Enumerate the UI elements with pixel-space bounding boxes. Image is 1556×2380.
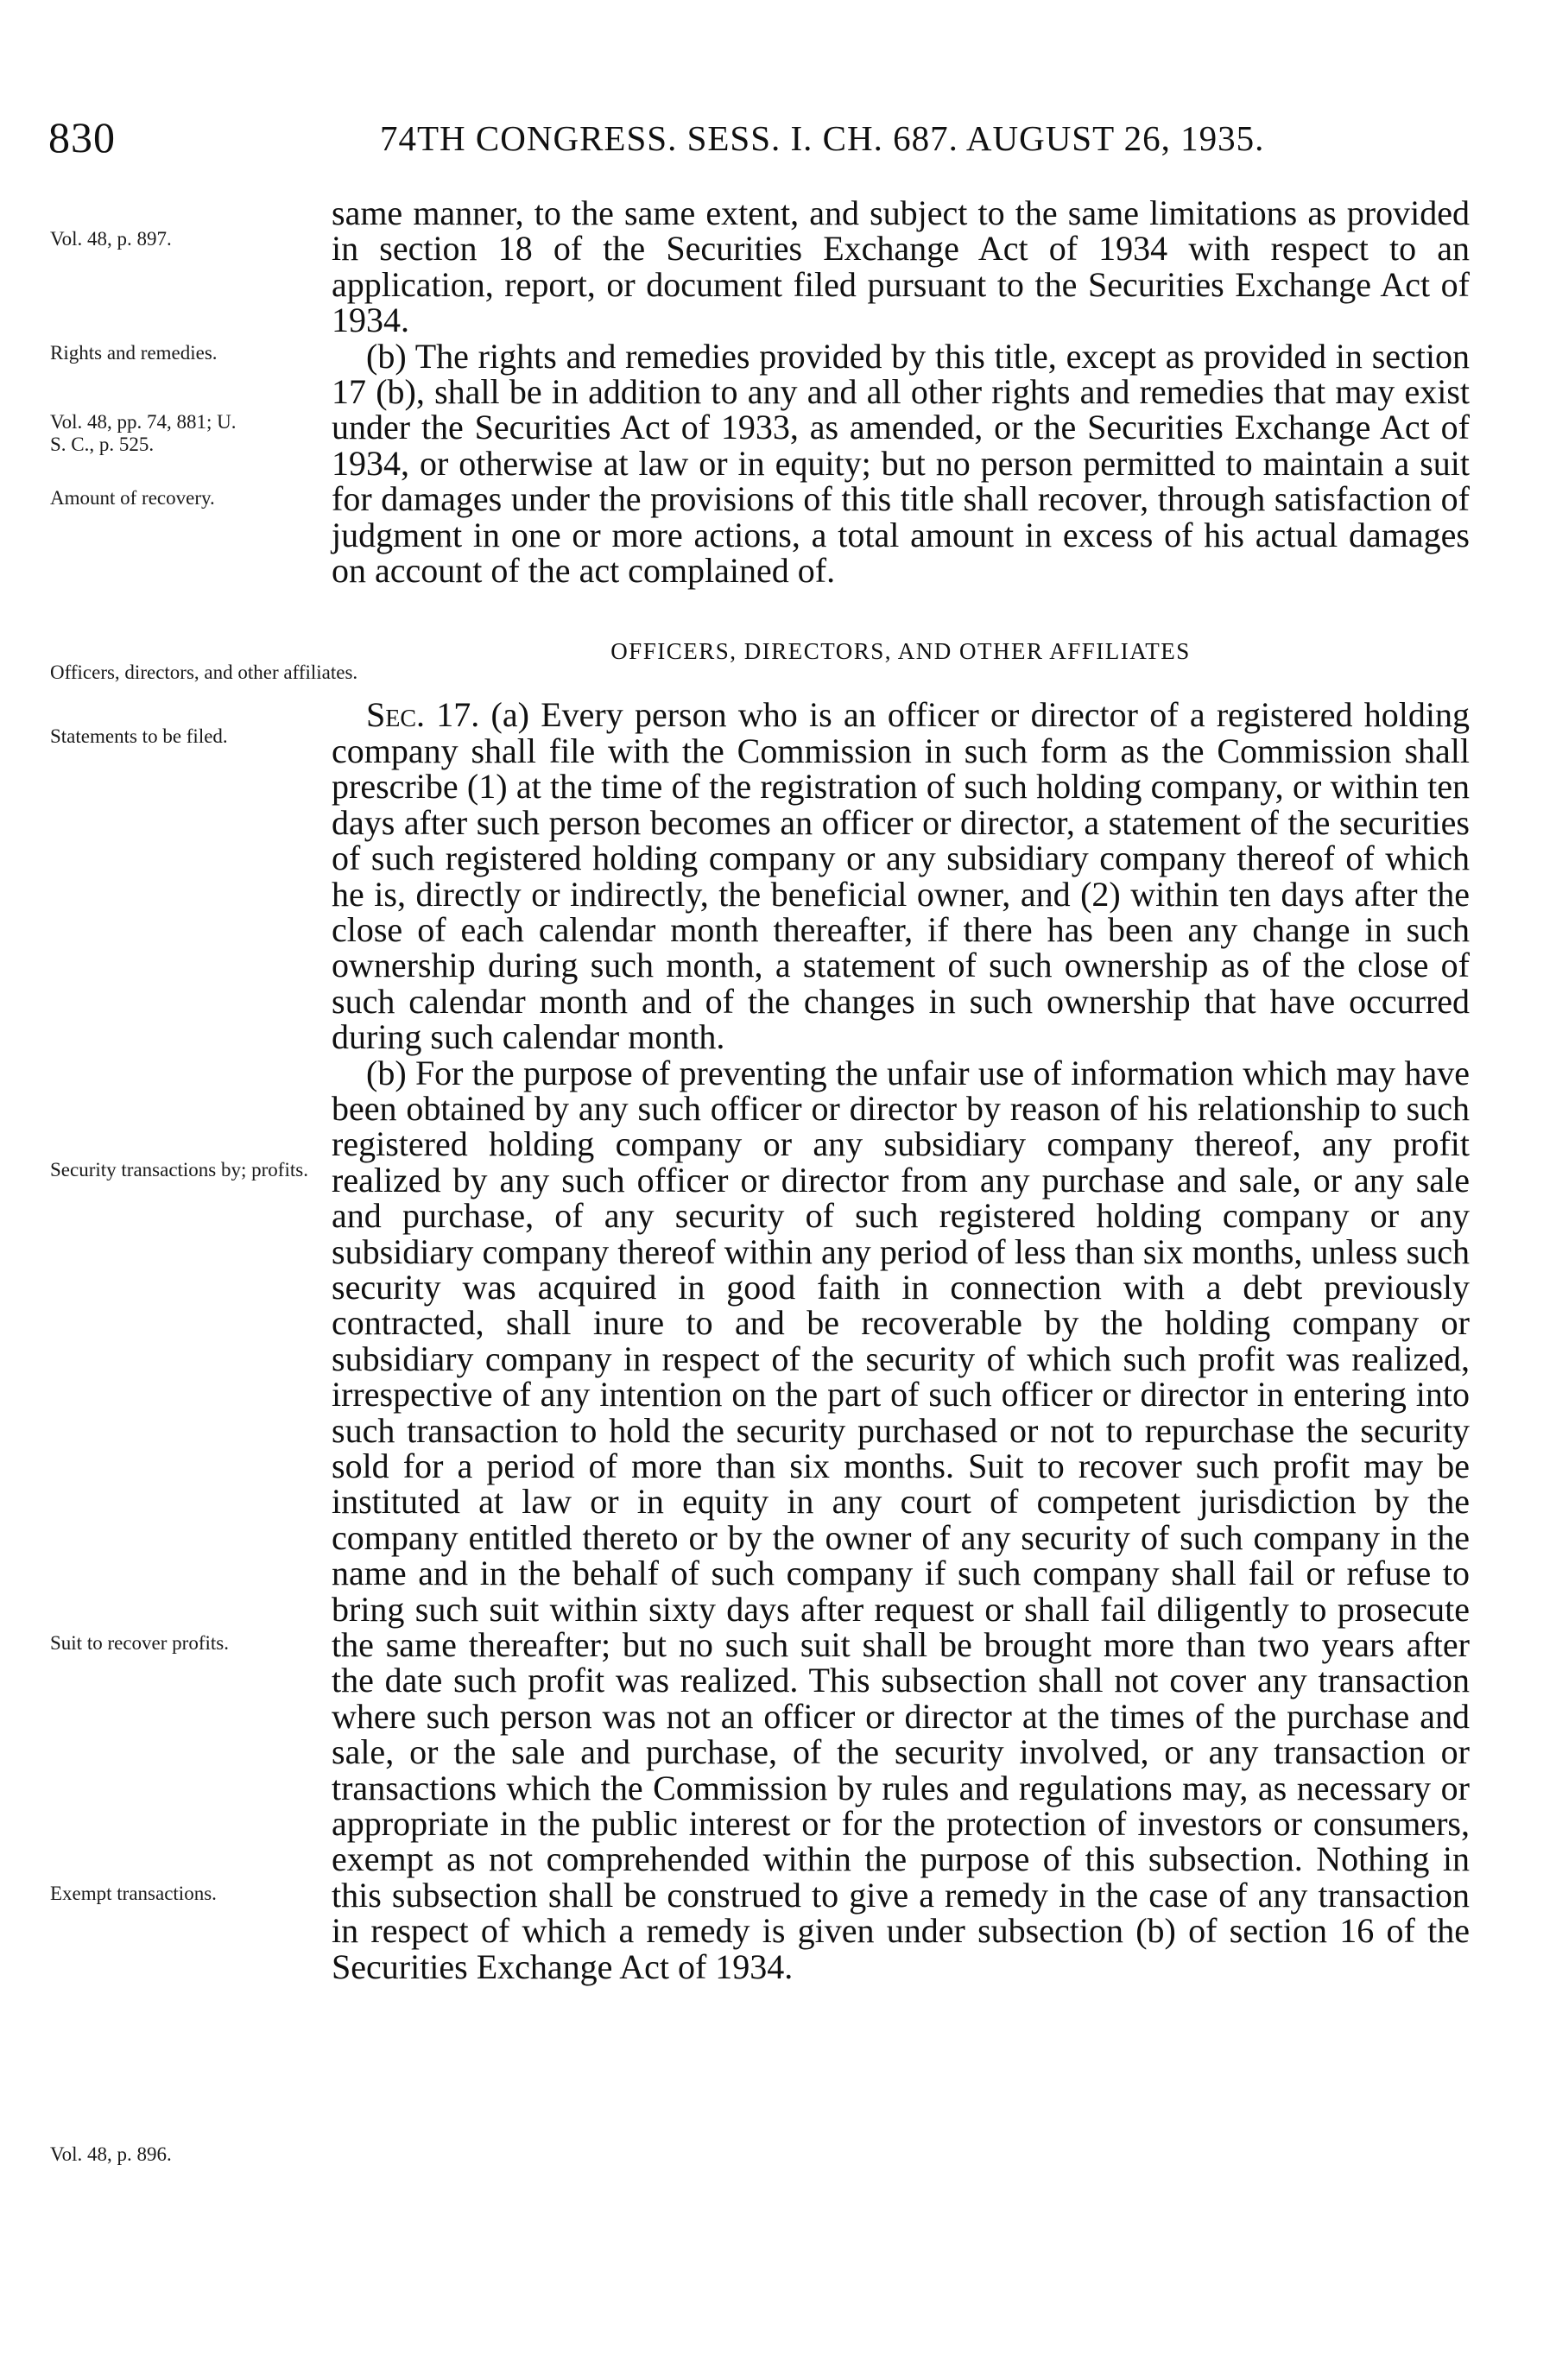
page-header	[0, 112, 1556, 164]
margin-note-vol-48-pp: Vol. 48, pp. 74, 881; U. S. C., p. 525.	[50, 411, 237, 455]
paragraph-rights-and-remedies: (b) The rights and remedies provided by this title, except as provided in section 17 (b), shall be in addition to any and all other rights and remedies that may exist under the Securities Act of 1933, as amended, or the Securities Exchange Act of 1934, or otherwise at law or in equity; but no person permitted to maintain a suit for damages under the provisions of this title shall recover, through satisfaction of judgment in one or more actions, a total amount in excess of his actual damages on account of the act complained of.	[332, 336, 1470, 591]
statute-body	[332, 195, 1470, 1984]
section-17-a	[332, 695, 1471, 1057]
section-17-b: (b) For the purpose of preventing the unfair use of information which may have been obtained by any such officer or director by reason of his relationship to such registered holding company or any subsidiary company thereof, any profit realized by any such officer or director from any purchase and sale, or any sale and purchase, of any security of such registered holding company or any subsidiary company thereof within any period of less than six months, unless such security was acquired in good faith in connection with a debt previously contracted, shall inure to and be recoverable by the holding company or subsidiary company in respect of the security of which such profit was realized, irrespective of any intention on the part of such officer or director in entering into such transaction to hold the security purchased or not to repurchase the security sold for a period of more than six months. Suit to recover such profit may be instituted at law or in equity in any court of competent jurisdiction by the company entitled thereto or by the owner of any security of such company in the name and in the behalf of such company if such company shall fail or refuse to bring such suit within sixty days after request or shall fail diligently to prosecute the same thereafter; but no such suit shall be brought more than two years after the date such profit was realized. This subsection shall not cover any transaction where such person was not an officer or director at the times of the purchase and sale, or the sale and purchase, of the security involved, or any transaction or transactions which the Commission by rules and regulations may, as necessary or appropriate in the public interest or for the protection of investors or consumers, exempt as not comprehended within the purpose of this subsection. Nothing in this subsection shall be construed to give a remedy in the case of any transaction in respect of which a remedy is given under subsection (b) of section 16 of the Securities Exchange Act of 1934.	[332, 1053, 1470, 1986]
running-head: 74TH CONGRESS. SESS. I. CH. 687. AUGUST 26, 1935.	[380, 118, 1265, 158]
section-heading: OFFICERS, DIRECTORS, AND OTHER AFFILIATES	[610, 638, 1191, 665]
margin-note-amount-of-recovery: Amount of recovery.	[50, 487, 215, 509]
margin-note-officers-directors: Officers, directors, and other affiliates.	[50, 661, 358, 683]
margin-note-vol-48-p-897: Vol. 48, p. 897.	[50, 228, 172, 250]
paragraph-continued: same manner, to the same extent, and subject to the same limitations as provided in section 18 of the Securities Exchange Act of 1934 with respect to an application, report, or document filed pursuant to the Securities Exchange Act of 1934.	[332, 193, 1470, 340]
margin-note-vol-48-p-896: Vol. 48, p. 896.	[50, 2143, 172, 2165]
margin-note-rights-and-remedies: Rights and remedies.	[50, 342, 218, 364]
margin-note-exempt-transactions: Exempt transactions.	[50, 1883, 217, 1904]
margin-note-suit-to-recover: Suit to recover profits.	[50, 1632, 229, 1654]
section-17-a-text: (a) Every person who is an officer or director of a registered holding company shall file with the Commission in such form as the Commission shall prescribe (1) at the time of the registration of such holding company, or within ten days after such person becomes an officer or director, a statement of the securities of such registered holding company or any subsidiary company thereof of which he is, directly or indirectly, the beneficial owner, and (2) within ten days after the close of each calendar month thereafter, if there has been any change in such ownership during such month, a statement of such ownership as of the close of such calendar month and of the changes in such ownership that have occurred during such calendar month.	[332, 695, 1471, 1057]
page-number: 830	[48, 113, 116, 161]
margin-note-security-transactions: Security transactions by; profits.	[50, 1159, 308, 1181]
section-17-label: Sec. 17.	[366, 695, 480, 735]
margin-note-statements-to-be-filed: Statements to be filed.	[50, 725, 228, 747]
